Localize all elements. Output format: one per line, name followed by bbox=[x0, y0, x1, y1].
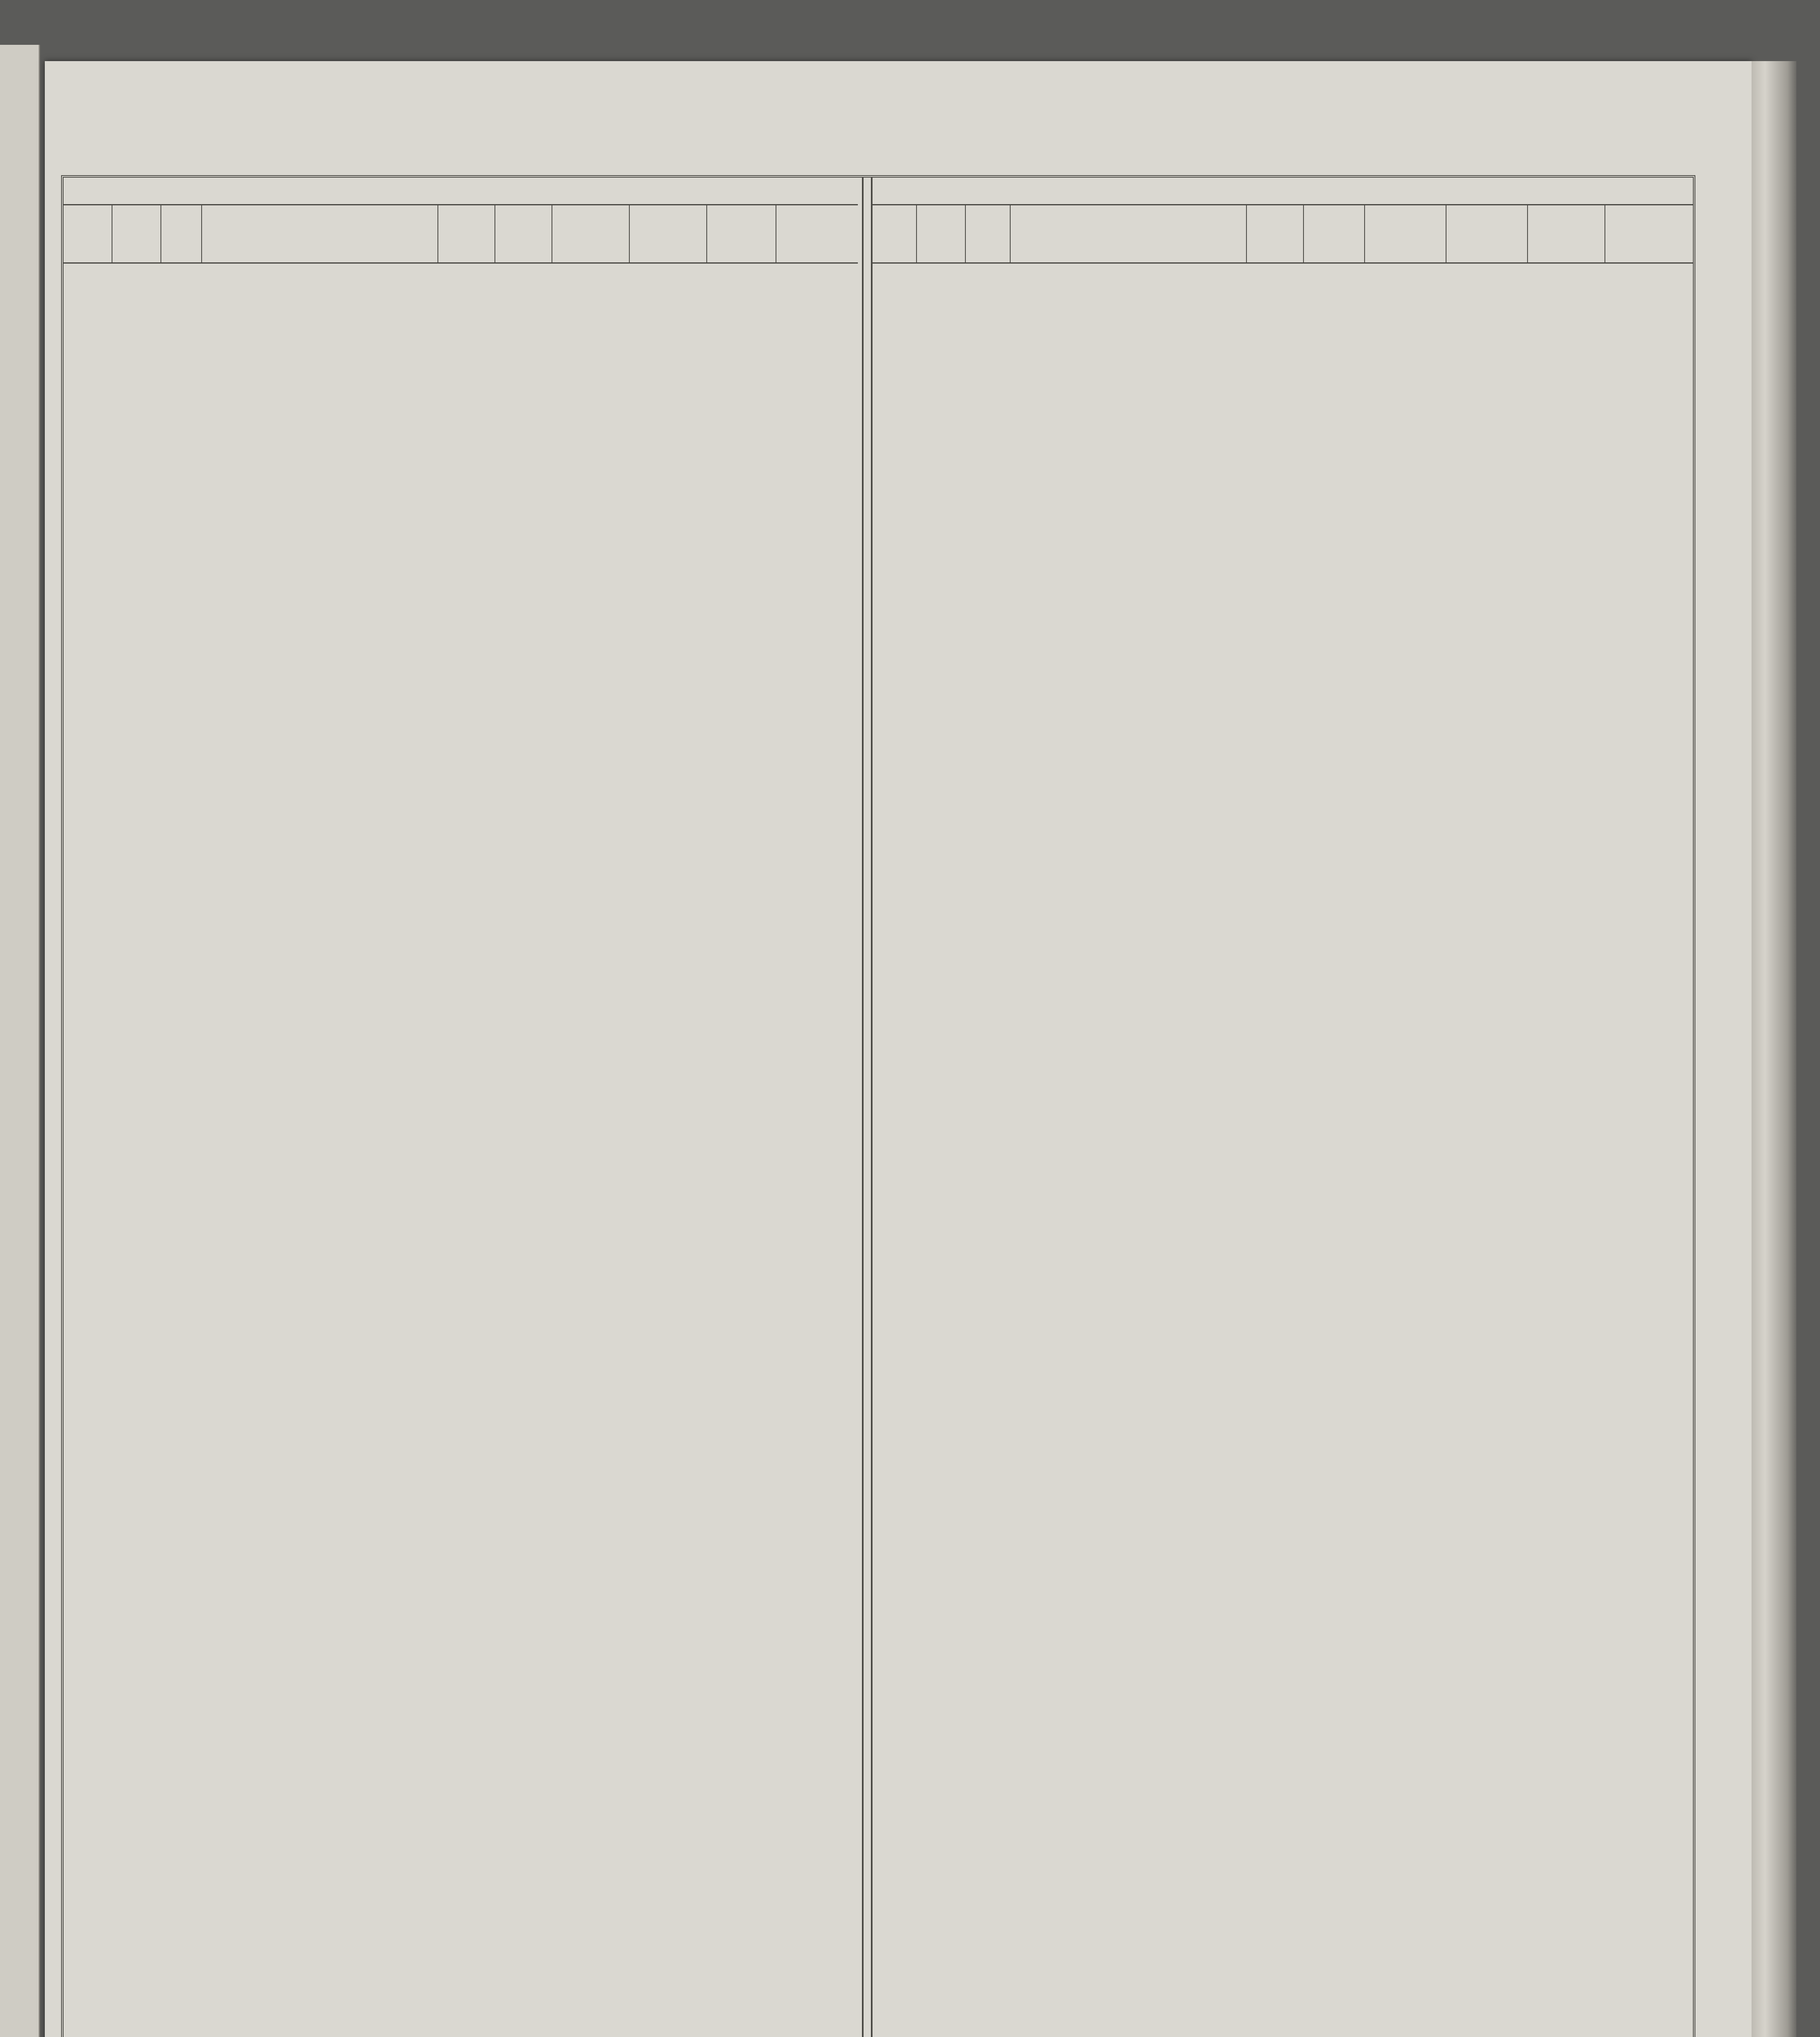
col-designation bbox=[1011, 205, 1247, 262]
quotation-table-frame bbox=[61, 175, 1695, 2037]
col-plus-bas bbox=[1528, 205, 1605, 262]
col-cloture bbox=[966, 205, 1011, 262]
page-stack-edge bbox=[1752, 61, 1796, 2037]
col-dernier-cours bbox=[1605, 205, 1693, 262]
col-cloture bbox=[161, 205, 202, 262]
right-quotation-panel bbox=[872, 178, 1693, 2037]
left-column-header bbox=[64, 204, 858, 264]
col-date-detach bbox=[438, 205, 495, 262]
col-plus-haut bbox=[630, 205, 707, 262]
col-plus-bas bbox=[707, 205, 776, 262]
col-date-detach bbox=[1247, 205, 1304, 262]
col-session bbox=[1304, 205, 1365, 262]
previous-page-strip bbox=[0, 45, 40, 2037]
col-cours-extr bbox=[917, 205, 966, 262]
right-column-header bbox=[872, 204, 1693, 264]
col-report bbox=[64, 205, 112, 262]
col-cours-extr bbox=[112, 205, 161, 262]
col-plus-haut bbox=[1446, 205, 1528, 262]
col-premier-cours bbox=[1365, 205, 1446, 262]
col-dernier-cours bbox=[776, 205, 858, 262]
col-report bbox=[872, 205, 917, 262]
col-designation bbox=[202, 205, 438, 262]
newspaper-page bbox=[45, 61, 1752, 2037]
column-gutter bbox=[862, 178, 873, 2037]
col-premier-cours bbox=[552, 205, 630, 262]
col-session bbox=[495, 205, 552, 262]
left-quotation-panel bbox=[64, 178, 858, 2037]
